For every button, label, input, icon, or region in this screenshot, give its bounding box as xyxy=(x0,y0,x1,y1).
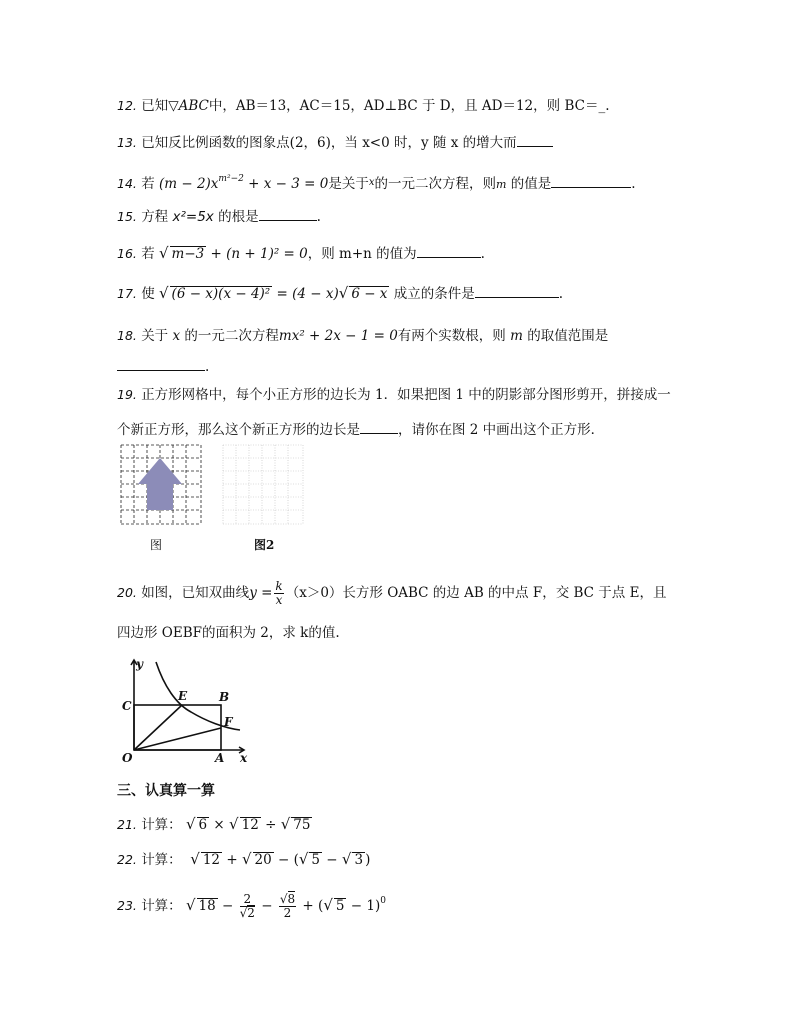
numerator: √8 xyxy=(279,892,296,906)
segment-of xyxy=(134,728,221,750)
operator: ÷ xyxy=(260,817,281,833)
math-expression: x²=5x xyxy=(172,209,214,225)
numerator: k xyxy=(275,579,283,593)
sqrt-symbol: √ xyxy=(298,850,309,868)
question-text: 中，AB＝13，AC＝15，AD⊥BC 于 D，且 AD＝12，则 BC＝_. xyxy=(208,98,610,114)
answer-blank[interactable] xyxy=(417,244,481,258)
answer-blank[interactable] xyxy=(117,357,205,371)
radicand: 5 xyxy=(311,852,321,868)
math-var: x xyxy=(172,328,181,344)
question-text: 若 xyxy=(141,176,155,192)
figure-2-caption: 图2 xyxy=(254,538,275,552)
math-var: m xyxy=(510,328,523,344)
radicand: 20 xyxy=(254,852,272,868)
question-number: 12. xyxy=(117,98,137,113)
label-a: A xyxy=(215,751,225,765)
question-21 xyxy=(117,815,312,834)
question-text: 已知 xyxy=(141,98,169,114)
math-var: x xyxy=(368,177,375,188)
question-text: 如图，已知双曲线 xyxy=(141,585,250,601)
question-number: 16. xyxy=(117,246,137,261)
question-23 xyxy=(117,892,386,920)
answer-blank[interactable] xyxy=(475,284,559,298)
math-expression: y = xyxy=(249,585,273,601)
operator: − ( xyxy=(273,852,299,868)
label-f: F xyxy=(224,715,233,729)
question-number: 21. xyxy=(117,817,137,832)
sqrt-symbol: √ xyxy=(280,815,291,833)
label-x: x xyxy=(240,751,248,765)
question-text: 若 xyxy=(141,246,155,262)
question-text: 的根是 xyxy=(218,209,259,225)
answer-blank[interactable] xyxy=(259,207,317,221)
question-number: 14. xyxy=(117,176,137,191)
figure-2-grid xyxy=(222,444,304,528)
label-o: O xyxy=(122,751,133,765)
math-expression: (m − 2)x xyxy=(158,176,219,192)
math-var: m xyxy=(495,178,507,191)
question-text: 计算： xyxy=(141,852,182,868)
sqrt-symbol: √ xyxy=(185,896,196,914)
question-14 xyxy=(117,170,636,194)
label-c: C xyxy=(122,699,132,713)
radicand: (6 − x)(x − 4)² xyxy=(171,286,271,302)
question-16 xyxy=(117,244,485,263)
denominator: 2 xyxy=(283,906,292,920)
shaded-arrow-shape xyxy=(138,458,182,510)
radicand: 5 xyxy=(335,898,345,914)
answer-blank[interactable] xyxy=(551,174,631,188)
operator: − 1) xyxy=(346,898,381,914)
operator: + ( xyxy=(298,898,324,914)
question-text: . xyxy=(316,209,321,225)
question-text: 是关于 xyxy=(328,176,369,192)
question-17 xyxy=(117,284,563,303)
radicand: 12 xyxy=(202,852,221,868)
question-text: 的值是 xyxy=(510,176,552,192)
math-var: ABC xyxy=(178,98,209,114)
math-exponent: m²−2 xyxy=(218,174,244,184)
math-exponent: 0 xyxy=(380,896,386,906)
fraction-2-over-sqrt2 xyxy=(240,893,255,920)
numerator: 2 xyxy=(240,893,255,907)
sqrt-symbol: √ xyxy=(158,284,169,302)
label-y: y xyxy=(136,657,143,671)
question-text: 的一元二次方程 xyxy=(184,328,279,344)
question-number: 22. xyxy=(117,852,137,867)
question-text: 成立的条件是 xyxy=(393,286,475,302)
question-text: 计算： xyxy=(141,898,182,914)
math-expression: = (4 − x) xyxy=(272,286,339,302)
question-text: 个新正方形，那么这个新正方形的边长是 xyxy=(117,422,360,438)
question-15 xyxy=(117,207,321,226)
question-text: 四边形 OEBF的面积为 2，求 k的值. xyxy=(117,625,340,641)
figure-1-caption: 图 xyxy=(150,538,163,552)
question-text: 已知反比例函数的图象点(2，6)，当 x<0 时，y 随 x 的增大而 xyxy=(141,135,517,151)
question-20-line2 xyxy=(117,624,340,642)
question-number: 23. xyxy=(117,898,137,913)
rectangle-oabc xyxy=(134,705,221,750)
operator: + xyxy=(222,852,242,868)
sqrt-symbol: √ xyxy=(341,850,352,868)
question-13 xyxy=(117,133,553,152)
sqrt-symbol: √ xyxy=(158,244,169,262)
question-number: 15. xyxy=(117,209,137,224)
sqrt-symbol: √ xyxy=(229,815,239,833)
radicand: 8 xyxy=(287,892,296,906)
math-expression: + x − 3 = 0 xyxy=(243,176,329,192)
label-e: E xyxy=(178,689,188,703)
math-expression: mx² + 2x − 1 = 0 xyxy=(278,328,398,344)
radicand: 12 xyxy=(241,817,259,833)
sqrt-symbol: √ xyxy=(241,850,252,868)
triangle-symbol: ▽ xyxy=(168,98,179,114)
question-text: 关于 xyxy=(141,328,169,344)
label-b: B xyxy=(219,690,230,704)
section-heading: 三、认真算一算 xyxy=(117,783,215,799)
answer-line: . xyxy=(117,357,209,376)
question-18 xyxy=(117,327,608,345)
denominator: x xyxy=(275,593,283,607)
question-20 xyxy=(117,580,666,607)
operator: − xyxy=(322,852,342,868)
fraction-sqrt8-over-2 xyxy=(279,893,296,920)
question-text: 正方形网格中，每个小正方形的边长为 1．如果把图 1 中的阴影部分图形剪开，拼接成一 xyxy=(141,387,671,403)
radicand: 3 xyxy=(354,852,364,868)
question-text: 方程 xyxy=(141,209,169,225)
operator: − xyxy=(256,898,277,914)
question-text: 计算： xyxy=(141,817,182,833)
question-text: （x＞0）长方形 OABC 的边 AB 的中点 F，交 BC 于点 E，且 xyxy=(285,585,667,601)
sqrt-symbol: √ xyxy=(338,284,349,302)
denominator: √2 xyxy=(239,906,255,920)
question-number: 18. xyxy=(117,328,137,343)
question-text: ，请你在图 2 中画出这个正方形． xyxy=(398,422,605,438)
sqrt-symbol: √ xyxy=(190,850,200,868)
operator: ) xyxy=(365,852,371,868)
sqrt-symbol: √ xyxy=(185,815,196,833)
question-19-line2 xyxy=(117,420,604,439)
question-text: 使 xyxy=(141,286,155,302)
question-12 xyxy=(117,97,609,115)
hyperbola-rectangle-graph xyxy=(116,656,252,766)
question-text: 的取值范围是 xyxy=(527,328,609,344)
question-19 xyxy=(117,386,671,404)
radicand: 6 xyxy=(198,817,208,833)
operator: − xyxy=(217,898,238,914)
question-22 xyxy=(117,850,370,869)
operator: × xyxy=(209,817,230,833)
question-number: 13. xyxy=(117,135,137,150)
question-text: . xyxy=(631,176,636,192)
radicand: 75 xyxy=(293,817,311,833)
question-text: . xyxy=(480,246,485,262)
radicand: m−3 xyxy=(171,246,205,262)
question-number: 19. xyxy=(117,387,137,402)
radicand: 6 − x xyxy=(351,286,388,302)
question-text: . xyxy=(558,286,564,302)
question-text: ，则 m+n 的值为 xyxy=(307,246,417,262)
sqrt-symbol: √ xyxy=(323,896,333,914)
question-number: 17. xyxy=(117,286,137,301)
answer-blank[interactable] xyxy=(517,133,553,147)
question-number: 20. xyxy=(117,585,137,600)
fraction-k-over-x xyxy=(274,580,283,607)
question-text: 有两个实数根，则 xyxy=(397,328,506,344)
figure-1-grid xyxy=(120,444,202,528)
answer-blank[interactable] xyxy=(360,420,398,434)
question-text: 的一元二次方程，则 xyxy=(374,176,496,192)
math-expression: + (n + 1)² = 0 xyxy=(206,246,308,262)
radicand: 2 xyxy=(247,906,255,920)
radicand: 18 xyxy=(198,898,216,914)
